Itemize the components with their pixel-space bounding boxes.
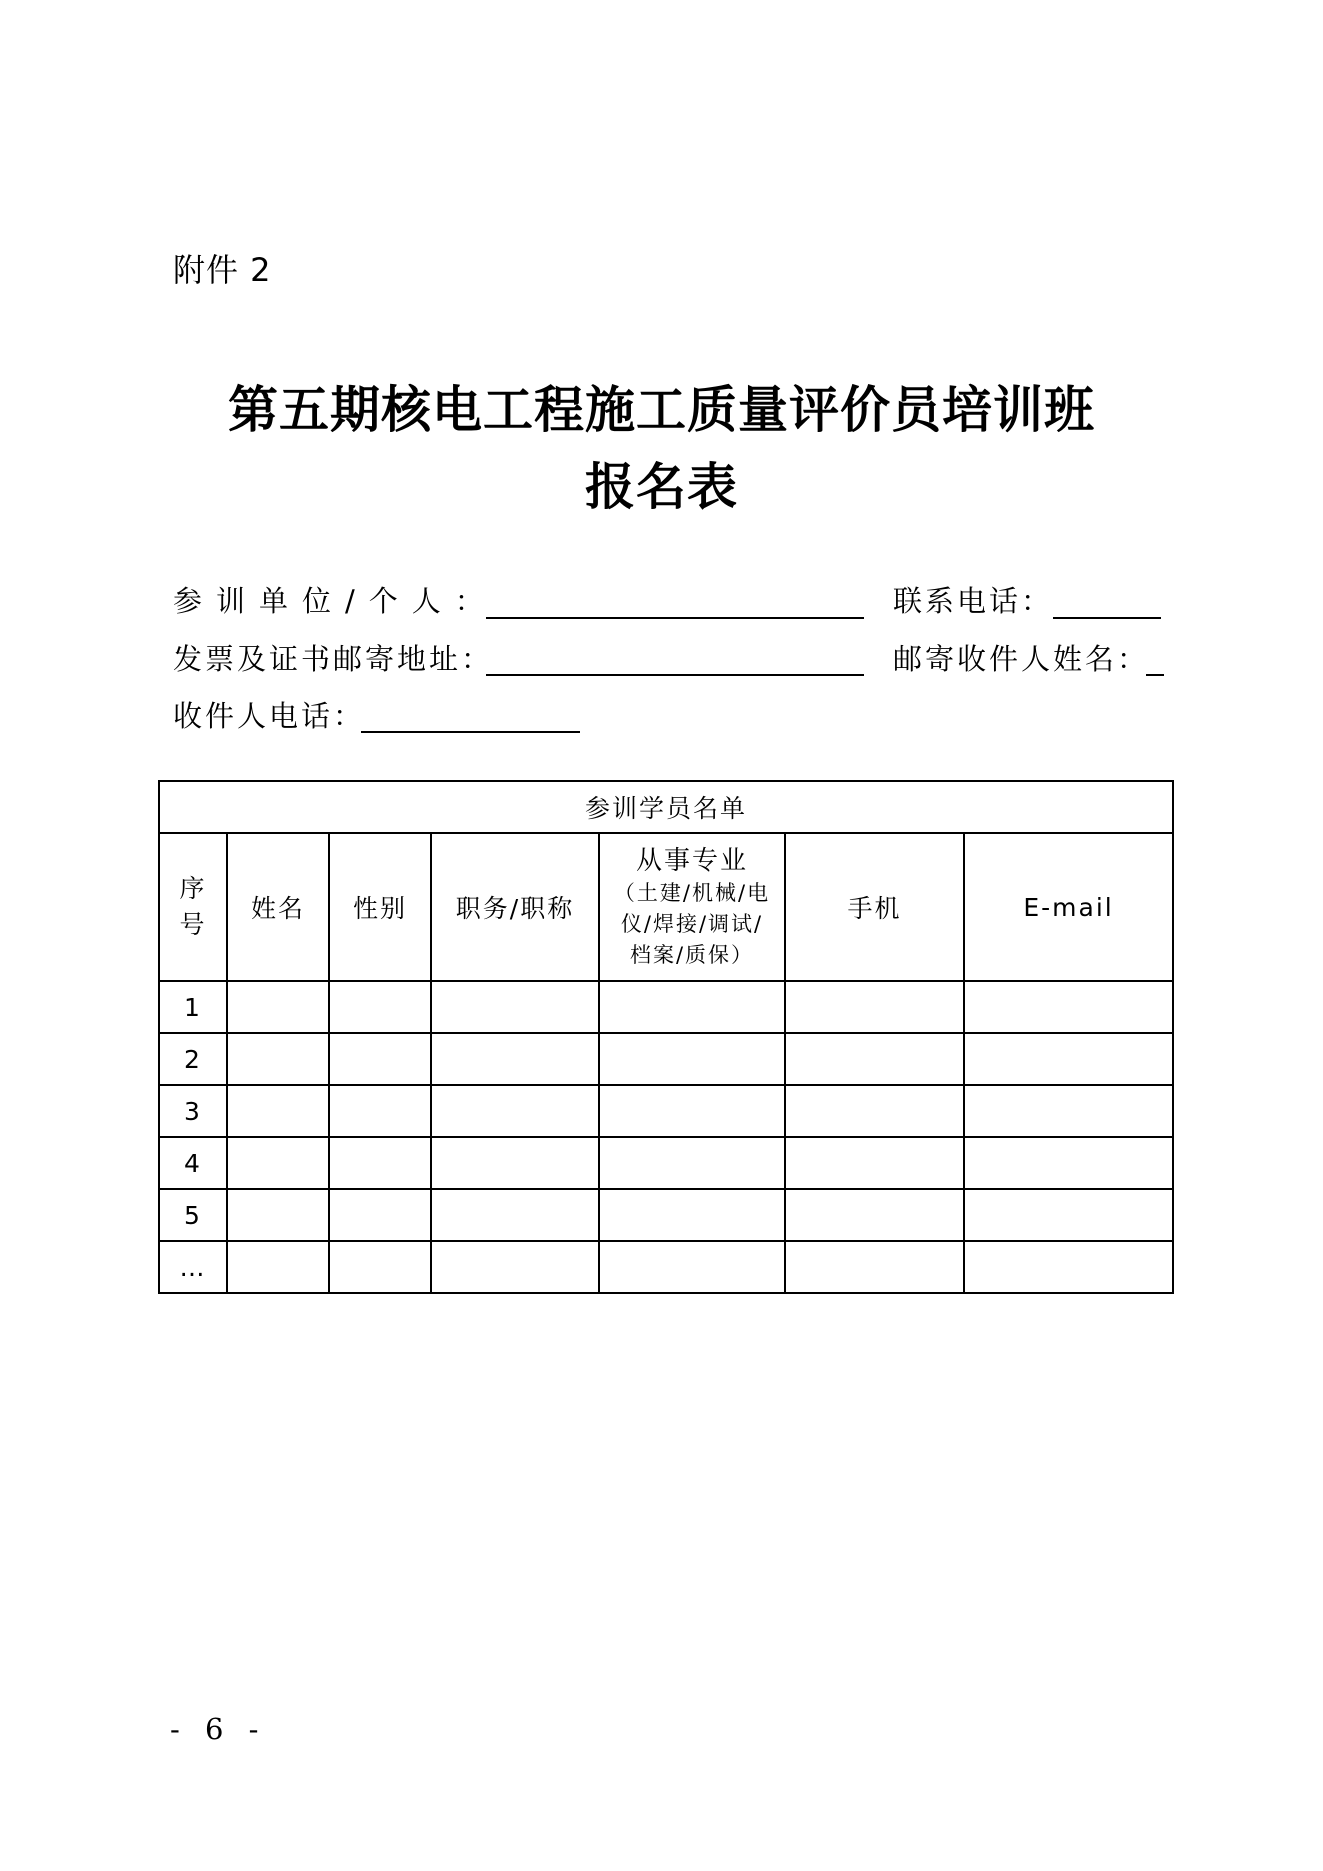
phone-field[interactable]	[1053, 617, 1161, 619]
row-number: …	[159, 1241, 227, 1293]
unit-field[interactable]	[486, 617, 864, 619]
header-mobile: 手机	[785, 833, 964, 981]
email-cell[interactable]	[964, 1241, 1173, 1293]
email-cell[interactable]	[964, 1137, 1173, 1189]
position-cell[interactable]	[431, 1085, 599, 1137]
row-number: 1	[159, 981, 227, 1033]
table-row	[159, 1189, 1173, 1241]
row-number: 5	[159, 1189, 227, 1241]
page-subtitle: 报名表	[585, 457, 738, 516]
header-name: 姓名	[227, 833, 329, 981]
gender-cell[interactable]	[329, 1033, 431, 1085]
name-cell[interactable]	[227, 1241, 329, 1293]
major-cell[interactable]	[599, 981, 785, 1033]
gender-cell[interactable]	[329, 1189, 431, 1241]
major-cell[interactable]	[599, 1137, 785, 1189]
table-row	[159, 1033, 1173, 1085]
email-cell[interactable]	[964, 981, 1173, 1033]
trainee-table	[158, 780, 1174, 1294]
header-position: 职务/职称	[431, 833, 599, 981]
major-cell[interactable]	[599, 1189, 785, 1241]
header-seq-line2: 号	[179, 910, 207, 939]
position-cell[interactable]	[431, 981, 599, 1033]
unit-label: 参训单位/个人：	[173, 584, 498, 618]
recipient-phone-field[interactable]	[361, 731, 580, 733]
table-row	[159, 1085, 1173, 1137]
table-row	[159, 981, 1173, 1033]
gender-cell[interactable]	[329, 1137, 431, 1189]
position-cell[interactable]	[431, 1137, 599, 1189]
name-cell[interactable]	[227, 1033, 329, 1085]
mobile-cell[interactable]	[785, 1241, 964, 1293]
mobile-cell[interactable]	[785, 1033, 964, 1085]
attachment-label: 附件 2	[173, 251, 272, 289]
table-row	[159, 1137, 1173, 1189]
email-cell[interactable]	[964, 1033, 1173, 1085]
table-row	[159, 1241, 1173, 1293]
header-seq	[159, 833, 227, 981]
recipient-name-label: 邮寄收件人姓名：	[893, 642, 1150, 676]
recipient-name-field[interactable]	[1146, 674, 1164, 676]
row-number: 3	[159, 1085, 227, 1137]
position-cell[interactable]	[431, 1241, 599, 1293]
position-cell[interactable]	[431, 1033, 599, 1085]
header-major	[599, 833, 785, 981]
row-number: 2	[159, 1033, 227, 1085]
gender-cell[interactable]	[329, 1085, 431, 1137]
mobile-cell[interactable]	[785, 1137, 964, 1189]
position-cell[interactable]	[431, 1189, 599, 1241]
address-label: 发票及证书邮寄地址：	[173, 642, 494, 676]
name-cell[interactable]	[227, 1085, 329, 1137]
major-cell[interactable]	[599, 1241, 785, 1293]
name-cell[interactable]	[227, 1189, 329, 1241]
header-email: E-mail	[964, 833, 1173, 981]
header-major-main: 从事专业	[635, 845, 748, 876]
name-cell[interactable]	[227, 1137, 329, 1189]
page-number: - 6 -	[170, 1712, 267, 1746]
gender-cell[interactable]	[329, 1241, 431, 1293]
page-title: 第五期核电工程施工质量评价员培训班	[228, 380, 1095, 439]
email-cell[interactable]	[964, 1085, 1173, 1137]
mobile-cell[interactable]	[785, 981, 964, 1033]
header-major-sub-2: 仪/焊接/调试/	[620, 911, 764, 936]
major-cell[interactable]	[599, 1085, 785, 1137]
address-field[interactable]	[486, 674, 864, 676]
header-seq-line1: 序	[179, 874, 207, 903]
recipient-phone-label: 收件人电话：	[173, 699, 366, 733]
name-cell[interactable]	[227, 981, 329, 1033]
email-cell[interactable]	[964, 1189, 1173, 1241]
row-number: 4	[159, 1137, 227, 1189]
header-major-sub-3: 档案/质保）	[629, 942, 755, 967]
mobile-cell[interactable]	[785, 1189, 964, 1241]
table-header-row	[159, 833, 1173, 981]
gender-cell[interactable]	[329, 981, 431, 1033]
header-major-sub-1: （土建/机械/电	[613, 880, 771, 905]
major-cell[interactable]	[599, 1033, 785, 1085]
mobile-cell[interactable]	[785, 1085, 964, 1137]
phone-label: 联系电话：	[893, 584, 1054, 618]
table-caption: 参训学员名单	[159, 781, 1173, 833]
header-gender: 性别	[329, 833, 431, 981]
